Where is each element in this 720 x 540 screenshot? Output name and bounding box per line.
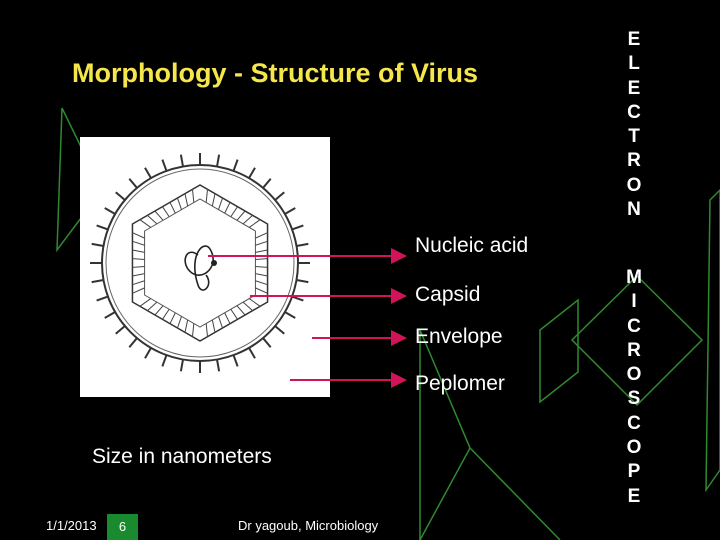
slide-number: 6 (107, 514, 138, 540)
label-capsid: Capsid (415, 283, 481, 306)
label-nucleic-acid: Nucleic acid (415, 234, 529, 257)
footer-author: Dr yagoub, Microbiology (238, 518, 379, 533)
footer-date: 1/1/2013 (46, 518, 97, 533)
slide-title: Morphology - Structure of Virus (72, 58, 479, 88)
label-peplomer: Peplomer (415, 372, 505, 395)
vertical-text-microscope: M I C R O S C O P E (626, 267, 642, 507)
size-caption: Size in nanometers (92, 445, 272, 468)
label-envelope: Envelope (415, 325, 503, 348)
vertical-text-electron: E L E C T R O N (626, 29, 642, 221)
